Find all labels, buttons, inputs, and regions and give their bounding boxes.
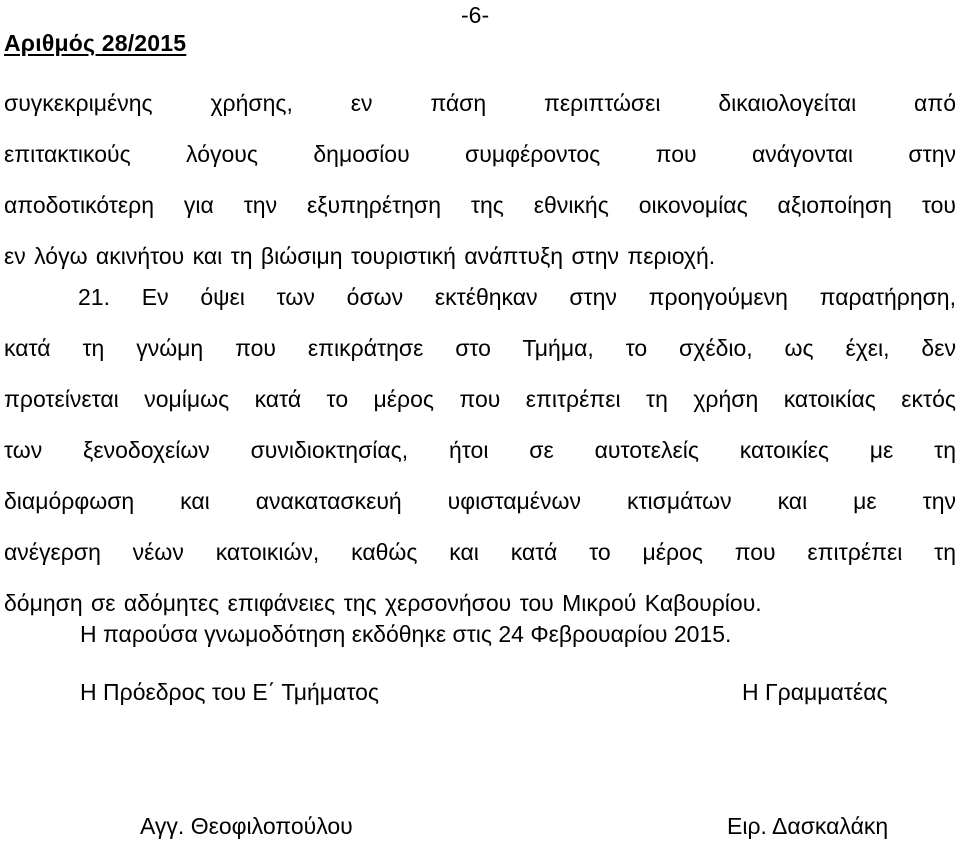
- paragraph-1: [4, 78, 956, 282]
- paragraph-line: δόμηση σε αδόμητες επιφάνειες της χερσονήσου του Μικρού Καβουρίου.: [4, 590, 762, 616]
- paragraph-21: [4, 272, 956, 629]
- decision-title: Αριθμός 28/2015: [4, 30, 187, 56]
- paragraph-line: συγκεκριμένης χρήσης, εν πάση περιπτώσει δικαιολογείται από: [4, 90, 956, 116]
- president-name: Αγγ. Θεοφιλοπούλου: [140, 813, 353, 839]
- paragraph-line: των ξενοδοχείων συνιδιοκτησίας, ήτοι σε αυτοτελείς κατοικίες με τη: [4, 437, 956, 463]
- secretary-name: Ειρ. Δασκαλάκη: [727, 813, 889, 839]
- president-role: Η Πρόεδρος του Ε΄ Τμήματος: [80, 679, 379, 705]
- paragraph-line: κατά τη γνώμη που επικράτησε στο Τμήμα, το σχέδιο, ως έχει, δεν: [4, 335, 956, 361]
- page-number: -6-: [461, 2, 490, 28]
- paragraph-line: εν λόγω ακινήτου και τη βιώσιμη τουριστική ανάπτυξη στην περιοχή.: [4, 243, 716, 269]
- paragraph-line: προτείνεται νομίμως κατά το μέρος που επιτρέπει τη χρήση κατοικίας εκτός: [4, 386, 956, 412]
- paragraph-line: επιτακτικούς λόγους δημοσίου συμφέροντος που ανάγονται στην: [4, 141, 956, 167]
- paragraph-line: αποδοτικότερη για την εξυπηρέτηση της εθνικής οικονομίας αξιοποίηση του: [4, 192, 956, 218]
- issued-statement: Η παρούσα γνωμοδότηση εκδόθηκε στις 24 Φεβρουαρίου 2015.: [80, 621, 732, 647]
- paragraph-line: διαμόρφωση και ανακατασκευή υφισταμένων κτισμάτων και με την: [4, 488, 956, 514]
- paragraph-line: ανέγερση νέων κατοικιών, καθώς και κατά το μέρος που επιτρέπει τη: [4, 539, 956, 565]
- paragraph-line: 21. Εν όψει των όσων εκτέθηκαν στην προηγούμενη παρατήρηση,: [78, 284, 956, 310]
- secretary-role: Η Γραμματέας: [742, 679, 888, 705]
